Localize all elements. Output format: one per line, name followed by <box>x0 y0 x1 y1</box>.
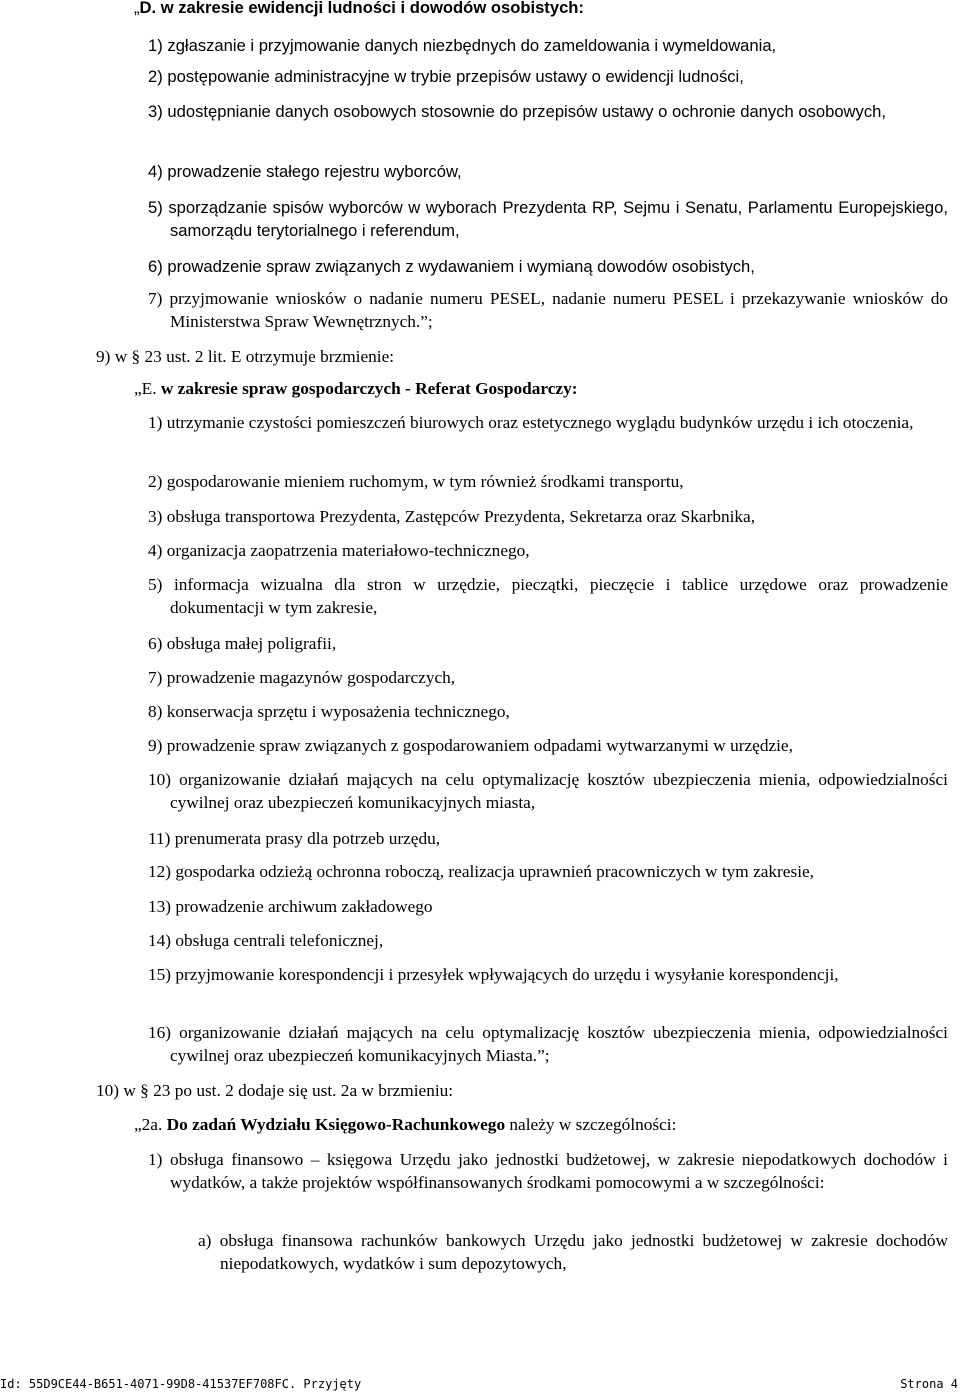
e-item-15-text <box>148 963 948 986</box>
point-10: 10) w § 23 po ust. 2 dodaje się ust. 2a w brzmieniu: <box>96 1081 454 1100</box>
e-item-5-num: 5) <box>148 575 163 594</box>
e-item-4-text <box>148 539 948 562</box>
e-item-6-num: 6) <box>148 634 163 653</box>
e-item-6-body: obsługa małej poligrafii, <box>166 634 337 653</box>
section-e-letter: E. <box>141 379 161 398</box>
section-d-heading <box>134 0 584 19</box>
e-item-14-num: 14) <box>148 931 172 950</box>
d-item-5-body: sporządzanie spisów wyborców w wyborach Prezydenta RP, Sejmu i Senatu, Parlamentu Europejskiego, samorządu terytorialnego i referendum, <box>168 198 948 240</box>
d-item-5-text <box>148 196 948 242</box>
section-d-heading-text: D. w zakresie ewidencji ludności i dowodów osobistych: <box>139 0 584 17</box>
d-item-2-text <box>148 65 948 88</box>
e-item-6-text <box>148 632 948 655</box>
e-item-10-body: organizowanie działań mających na celu optymalizację kosztów ubezpieczenia mienia, odpowiedzialności cywilnej oraz ubezpieczeń komunikacyjnych miasta, <box>170 770 948 812</box>
section-d-quote: „ <box>134 0 140 17</box>
e-item-3 <box>148 505 948 528</box>
e-item-1 <box>148 411 948 434</box>
e-item-13-text <box>148 895 948 918</box>
d-item-4-num: 4) <box>148 162 163 181</box>
d-item-1-text <box>148 34 948 57</box>
d-item-3 <box>148 100 948 123</box>
e-item-9-num: 9) <box>148 736 163 755</box>
d-item-7-body: przyjmowanie wniosków o nadanie numeru PESEL, nadanie numeru PESEL i przekazywanie wniosków do Ministerstwa Spraw Wewnętrznych.”; <box>169 289 948 331</box>
d-item-4-text <box>148 160 948 183</box>
e-item-12-num: 12) <box>148 862 172 881</box>
d-item-7-num: 7) <box>148 289 163 308</box>
d-item-3-body: udostępnianie danych osobowych stosownie do przepisów ustawy o ochronie danych osobowych, <box>167 102 886 121</box>
e-item-1-body: utrzymanie czystości pomieszczeń biurowych oraz estetycznego wyglądu budynków urzędu i ich otoczenia, <box>166 413 914 432</box>
section-e-heading <box>134 377 577 400</box>
e-item-16-body: organizowanie działań mających na celu optymalizację kosztów ubezpieczenia mienia, odpowiedzialności cywilnej oraz ubezpieczeń komunikacyjnych Miasta.”; <box>170 1023 948 1065</box>
e-item-7-body: prowadzenie magazynów gospodarczych, <box>166 668 456 687</box>
e-item-12-body: gospodarka odzieżą ochronna roboczą, realizacja uprawnień pracowniczych w tym zakresie, <box>175 862 814 881</box>
e-item-3-num: 3) <box>148 507 163 526</box>
e-item-5 <box>148 573 948 619</box>
d-item-2 <box>148 65 948 88</box>
e-item-16-text <box>148 1021 948 1067</box>
e-item-3-text <box>148 505 948 528</box>
e-item-15-num: 15) <box>148 965 172 984</box>
s2a-item-a <box>198 1229 948 1275</box>
e-item-16-num: 16) <box>148 1023 172 1042</box>
d-item-5-num: 5) <box>148 198 163 217</box>
e-item-14-body: obsługa centrali telefonicznej, <box>175 931 384 950</box>
e-item-1-num: 1) <box>148 413 163 432</box>
e-item-2-text <box>148 470 948 493</box>
d-item-6-num: 6) <box>148 257 163 276</box>
e-item-2-body: gospodarowanie mieniem ruchomym, w tym również środkami transportu, <box>166 472 684 491</box>
s2a-item-1-text <box>148 1148 948 1194</box>
e-item-4 <box>148 539 948 562</box>
d-item-4 <box>148 160 948 183</box>
e-item-1-text <box>148 411 948 434</box>
e-item-14-text <box>148 929 948 952</box>
s2a-item-a-body: obsługa finansowa rachunków bankowych Urzędu jako jednostki budżetowej w zakresie dochodów niepodatkowych, wydatków i sum depozytowych, <box>219 1231 948 1273</box>
point-9: 9) w § 23 ust. 2 lit. E otrzymuje brzmienie: <box>96 347 395 366</box>
section-2a-suffix: należy w szczególności: <box>505 1115 677 1134</box>
s2a-item-a-num: a) <box>198 1231 212 1250</box>
d-item-1-body: zgłaszanie i przyjmowanie danych niezbędnych do zameldowania i wymeldowania, <box>167 36 777 55</box>
e-item-9 <box>148 734 948 757</box>
e-item-12 <box>148 860 948 883</box>
d-item-2-body: postępowanie administracyjne w trybie przepisów ustawy o ewidencji ludności, <box>167 67 744 86</box>
e-item-4-body: organizacja zaopatrzenia materiałowo-technicznego, <box>166 541 530 560</box>
e-item-11-num: 11) <box>148 829 171 848</box>
section-e-heading-text: w zakresie spraw gospodarczych - Referat Gospodarczy: <box>160 379 578 398</box>
e-item-7-text <box>148 666 948 689</box>
d-item-6-body: prowadzenie spraw związanych z wydawaniem i wymianą dowodów osobistych, <box>167 257 755 276</box>
d-item-7 <box>148 287 948 333</box>
d-item-7-text <box>148 287 948 333</box>
d-item-2-num: 2) <box>148 67 163 86</box>
e-item-11 <box>148 827 948 850</box>
e-item-4-num: 4) <box>148 541 163 560</box>
d-item-3-text <box>148 100 948 123</box>
section-2a-heading-bold: Do zadań Wydziału Księgowo-Rachunkowego <box>166 1115 506 1134</box>
e-item-13-num: 13) <box>148 897 172 916</box>
e-item-8-num: 8) <box>148 702 163 721</box>
d-item-4-body: prowadzenie stałego rejestru wyborców, <box>167 162 462 181</box>
e-item-7-num: 7) <box>148 668 163 687</box>
e-item-2-num: 2) <box>148 472 163 491</box>
e-item-15 <box>148 963 948 986</box>
e-item-11-body: prenumerata prasy dla potrzeb urzędu, <box>174 829 441 848</box>
e-item-6 <box>148 632 948 655</box>
section-2a-heading <box>134 1113 676 1136</box>
e-item-13 <box>148 895 948 918</box>
e-item-12-text <box>148 860 948 883</box>
e-item-10-num: 10) <box>148 770 172 789</box>
e-item-5-body: informacja wizualna dla stron w urzędzie, pieczątki, pieczęcie i tablice urzędowe oraz prowadzenie dokumentacji w tym zakresie, <box>170 575 948 617</box>
d-item-5 <box>148 196 948 242</box>
e-item-10-text <box>148 768 948 814</box>
section-2a-prefix: „2a. <box>134 1115 167 1134</box>
e-item-9-body: prowadzenie spraw związanych z gospodarowaniem odpadami wytwarzanymi w urzędzie, <box>166 736 793 755</box>
e-item-10 <box>148 768 948 814</box>
e-item-15-body: przyjmowanie korespondencji i przesyłek wpływających do urzędu i wysyłanie korespondencji, <box>175 965 839 984</box>
e-item-2 <box>148 470 948 493</box>
footer-document-id: Id: 55D9CE44-B651-4071-99D8-41537EF708FC. Przyjęty <box>0 1377 362 1391</box>
d-item-6-text <box>148 255 948 278</box>
e-item-11-text <box>148 827 948 850</box>
d-item-1-num: 1) <box>148 36 163 55</box>
e-item-3-body: obsługa transportowa Prezydenta, Zastępców Prezydenta, Sekretarza oraz Skarbnika, <box>166 507 756 526</box>
s2a-item-1 <box>148 1148 948 1194</box>
s2a-item-1-num: 1) <box>148 1150 163 1169</box>
e-item-7 <box>148 666 948 689</box>
d-item-1 <box>148 34 948 57</box>
e-item-5-text <box>148 573 948 619</box>
e-item-8 <box>148 700 948 723</box>
e-item-8-text <box>148 700 948 723</box>
e-item-9-text <box>148 734 948 757</box>
s2a-item-a-text <box>198 1229 948 1275</box>
e-item-16 <box>148 1021 948 1067</box>
e-item-14 <box>148 929 948 952</box>
d-item-6 <box>148 255 948 278</box>
d-item-3-num: 3) <box>148 102 163 121</box>
e-item-13-body: prowadzenie archiwum zakładowego <box>175 897 433 916</box>
footer-page-number: Strona 4 <box>900 1377 958 1391</box>
e-item-8-body: konserwacja sprzętu i wyposażenia technicznego, <box>166 702 510 721</box>
s2a-item-1-body: obsługa finansowo – księgowa Urzędu jako jednostki budżetowej, w zakresie niepodatkowych dochodów i wydatków, a także projektów współfinansowanych środkami pomocowymi a w szczególności: <box>169 1150 948 1192</box>
section-e-quote: „ <box>134 379 142 398</box>
